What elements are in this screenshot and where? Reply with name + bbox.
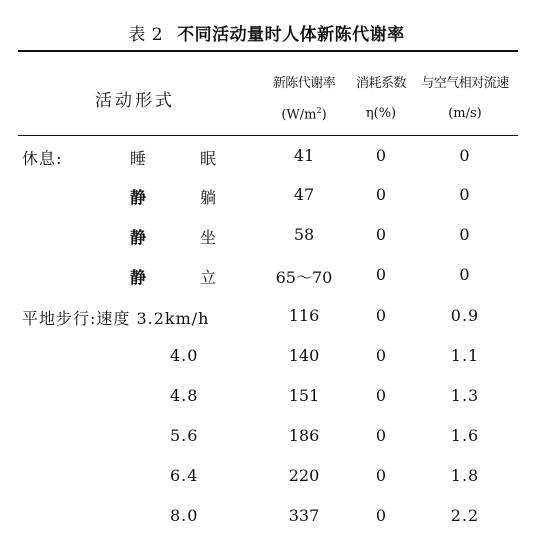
table-row (0, 146, 533, 170)
row-rate: 337 (288, 506, 320, 525)
row-eta: 0 (375, 146, 387, 165)
row-eta: 0 (375, 386, 387, 405)
header-consumption-unit: η(%) (365, 106, 397, 121)
row-sub2: 坐 (200, 228, 217, 247)
row-sub2: 立 (200, 268, 217, 287)
table-row (0, 346, 533, 370)
table-row (0, 225, 533, 249)
row-rate: 41 (293, 146, 315, 165)
table-row (0, 426, 533, 450)
unit-suffix: ) (321, 107, 327, 123)
unit-superscript: 2 (316, 106, 322, 115)
row-speed: 0 (459, 185, 471, 204)
row-sub1: 睡 (130, 149, 147, 168)
row-rate: 47 (293, 185, 315, 204)
row-eta: 0 (375, 506, 387, 525)
row-rate: 186 (288, 426, 320, 445)
row-rate: 65～70 (275, 268, 333, 287)
row-eta: 0 (375, 265, 387, 284)
row-walk-speed: 4.8 (170, 386, 199, 405)
table-row (0, 306, 533, 330)
row-eta: 0 (375, 185, 387, 204)
row-walk-speed: 4.0 (170, 346, 199, 365)
header-metabolic-rate-label: 新陈代谢率 (272, 76, 336, 91)
caption-number: 表 2 (128, 25, 164, 45)
table-caption (0, 20, 533, 45)
row-speed: 1.1 (450, 346, 480, 365)
row-rate: 58 (293, 225, 315, 244)
row-rate: 116 (288, 306, 320, 325)
row-sub2: 眠 (200, 149, 217, 168)
row-rate: 140 (288, 346, 320, 365)
header-activity-form: 活动形式 (95, 91, 175, 111)
header-metabolic-rate-unit (258, 106, 350, 122)
row-sub2: 躺 (200, 188, 217, 207)
row-eta: 0 (375, 306, 387, 325)
table-row (0, 386, 533, 410)
table-top-rule (18, 50, 518, 52)
row-eta: 0 (375, 426, 387, 445)
row-walk-speed: 5.6 (170, 426, 199, 445)
row-eta: 0 (375, 346, 387, 365)
row-sub1: 静 (130, 188, 147, 207)
row-sub1: 静 (130, 228, 147, 247)
header-air-speed-label: 与空气相对流速 (421, 76, 509, 91)
row-walk-speed: 6.4 (170, 466, 199, 485)
row-eta: 0 (375, 225, 387, 244)
row-speed: 0 (459, 146, 471, 165)
row-speed: 0 (459, 225, 471, 244)
table-row (0, 466, 533, 490)
table-row (0, 265, 533, 289)
table-header-rule (18, 135, 518, 136)
row-sub1: 静 (130, 268, 147, 287)
row-speed: 0.9 (450, 306, 480, 325)
row-speed: 1.8 (450, 466, 480, 485)
row-rate: 151 (288, 386, 320, 405)
row-speed: 1.6 (450, 426, 480, 445)
header-consumption-label: 消耗系数 (355, 76, 406, 91)
row-rate: 220 (288, 466, 320, 485)
header-air-speed-unit: (m/s) (448, 106, 482, 121)
row-label: 休息: (22, 149, 63, 168)
caption-title: 不同活动量时人体新陈代谢率 (177, 25, 405, 45)
row-eta: 0 (375, 466, 387, 485)
row-walk-speed: 8.0 (170, 506, 199, 525)
unit-prefix: (W/m (281, 107, 317, 123)
row-speed: 2.2 (450, 506, 480, 525)
table-row (0, 506, 533, 530)
row-speed: 0 (459, 265, 471, 284)
row-speed: 1.3 (450, 386, 480, 405)
table-row (0, 185, 533, 209)
row-label: 平地步行:速度 3.2km/h (22, 309, 210, 328)
